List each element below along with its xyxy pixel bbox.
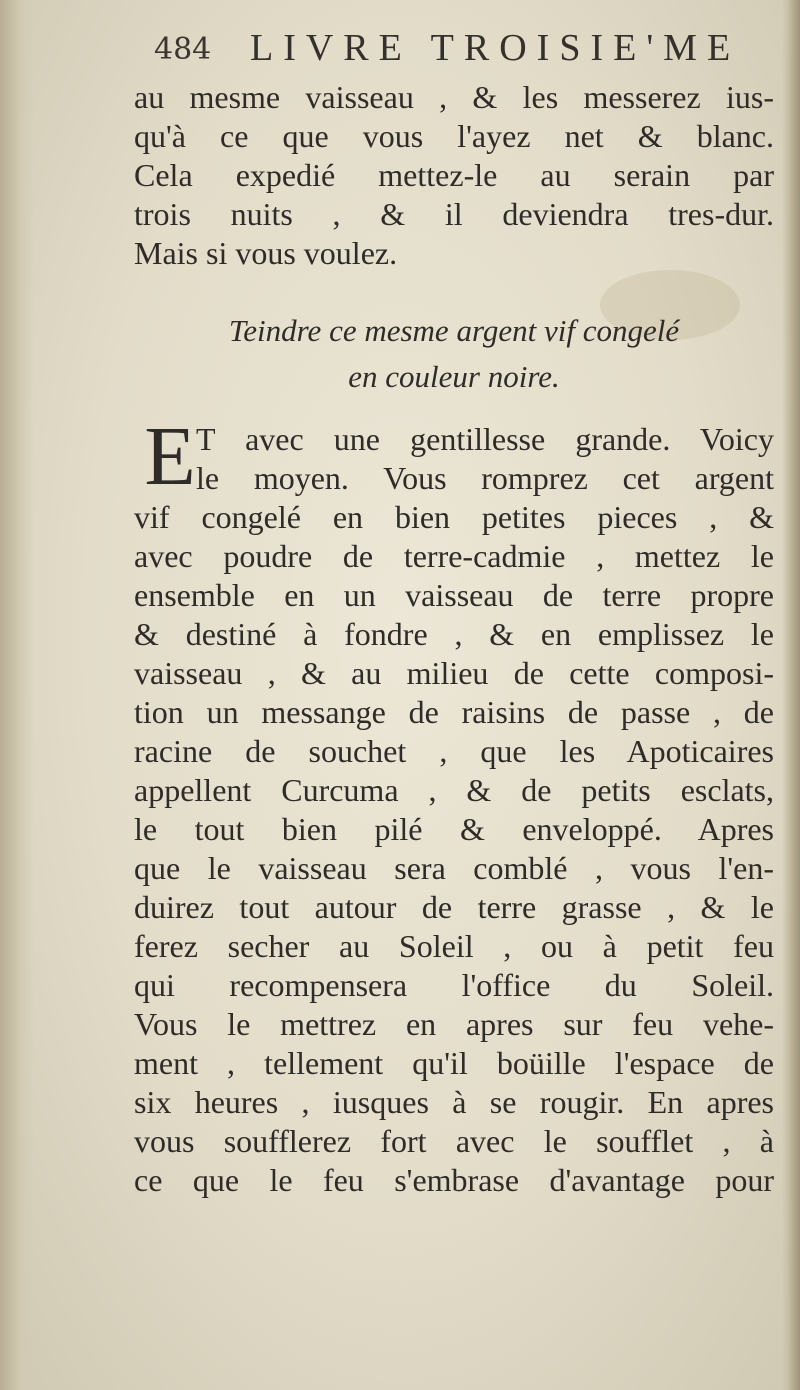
text-line: ensemble en un vaisseau de terre propre bbox=[134, 577, 774, 613]
text-line: trois nuits , & il deviendra tres-dur. bbox=[134, 196, 774, 232]
text-line: que le vaisseau sera comblé , vous l'en- bbox=[134, 850, 774, 886]
text-line: qu'à ce que vous l'ayez net & blanc. bbox=[134, 118, 774, 154]
text-line: & destiné à fondre , & en emplissez le bbox=[134, 616, 774, 652]
text-line: ce que le feu s'embrase d'avantage pour bbox=[134, 1162, 774, 1198]
section-heading bbox=[134, 308, 774, 400]
text-line: T avec une gentillesse grande. Voicy bbox=[196, 421, 774, 457]
paragraph-continued bbox=[134, 78, 774, 273]
text-line: vif congelé en bien petites pieces , & bbox=[134, 499, 774, 535]
heading-line: Teindre ce mesme argent vif congelé bbox=[228, 313, 680, 348]
text-line: tion un messange de raisins de passe , de bbox=[134, 694, 774, 730]
text-line: appellent Curcuma , & de petits esclats, bbox=[134, 772, 774, 808]
gutter-shadow bbox=[0, 0, 34, 1390]
text-line: le tout bien pilé & enveloppé. Apres bbox=[134, 811, 774, 847]
text-line: vous soufflerez fort avec le soufflet , à bbox=[134, 1123, 774, 1159]
text-line: Mais si vous voulez. bbox=[134, 235, 398, 271]
heading-line: en couleur noire. bbox=[348, 359, 560, 394]
text-line: Vous le mettrez en apres sur feu vehe- bbox=[134, 1006, 774, 1042]
text-line: ferez secher au Soleil , ou à petit feu bbox=[134, 928, 774, 964]
text-line: le moyen. Vous romprez cet argent bbox=[196, 460, 774, 496]
text-line: six heures , iusques à se rougir. En apres bbox=[134, 1084, 774, 1120]
drop-cap: E bbox=[144, 410, 196, 503]
text-line: racine de souchet , que les Apoticaires bbox=[134, 733, 774, 769]
text-line: avec poudre de terre-cadmie , mettez le bbox=[134, 538, 774, 574]
text-line: qui recompensera l'office du Soleil. bbox=[134, 967, 774, 1003]
page-edge bbox=[782, 0, 800, 1390]
text-line: vaisseau , & au milieu de cette composi- bbox=[134, 655, 774, 691]
text-line: au mesme vaisseau , & les messerez ius- bbox=[134, 79, 774, 115]
paragraph-main bbox=[134, 410, 774, 1200]
text-line: Cela expedié mettez-le au serain par bbox=[134, 157, 774, 193]
text-line: ment , tellement qu'il boüille l'espace de bbox=[134, 1045, 774, 1081]
text-line: duirez tout autour de terre grasse , & le bbox=[134, 889, 774, 925]
running-head bbox=[140, 22, 780, 72]
page-number: 484 bbox=[154, 32, 212, 67]
running-title: LIVRE TROISIE'ME bbox=[250, 27, 741, 69]
